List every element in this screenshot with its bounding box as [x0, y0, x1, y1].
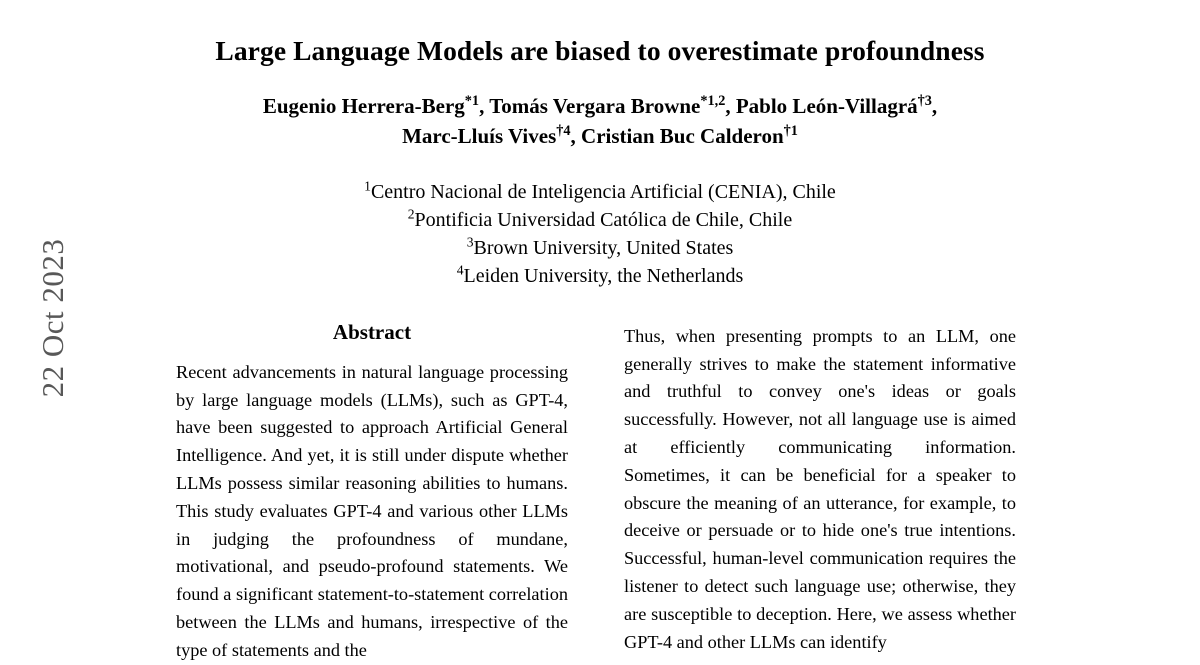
affiliation-marker: 1 — [364, 178, 371, 194]
abstract-heading: Abstract — [332, 319, 412, 344]
author-name: Pablo León-Villagrá — [735, 94, 918, 118]
author-affiliation-marker: *1,2 — [700, 93, 726, 109]
affiliation-text: Centro Nacional de Inteligencia Artificial (CENIA), Chile — [370, 180, 836, 203]
author-list — [96, 91, 1104, 152]
affiliation-text: Brown University, United States — [473, 236, 734, 259]
abstract-text: Recent advancements in natural language processing by large language models (LLMs), such as GPT-4, have been suggested to approach Artificial General Intelligence. And yet, it is still under dispute whether LLMs possess similar reasoning abilities to humans. This study evaluates GPT-4 and various other LLMs in judging the profoundness of mundane, motivational, and pseudo-profound statements. We found a significant statement-to-statement correlation between the LLMs and humans, irrespective of the type of statements and the — [176, 361, 568, 660]
affiliation-marker: 4 — [456, 262, 464, 278]
column-left — [176, 320, 568, 665]
author-line-1: Eugenio Herrera-Berg$^{*1}$, Tomás Vergara Browne$^{*1,2}$, Pablo León-Villagrá$^{\dagger 3}$, — [262, 93, 938, 118]
author-affiliation-marker: †3 — [917, 93, 932, 109]
affiliation-marker: 2 — [407, 206, 415, 222]
author-affiliation-marker: †1 — [783, 123, 798, 140]
author-name: Marc-Lluís Vives — [402, 124, 557, 149]
affiliation-item — [96, 262, 1104, 290]
arxiv-date-stamp-text: 22 Oct 2023 — [35, 238, 70, 398]
author-name: Tomás Vergara Browne — [489, 94, 701, 118]
author-name: Cristian Buc Calderon — [581, 124, 784, 149]
column-right — [624, 320, 1016, 665]
author-line-2: Marc-Lluís Vives$^{\dagger 4}$, Cristian Buc Calderon$^{\dagger 1}$ — [402, 123, 798, 149]
affiliation-item — [96, 206, 1104, 234]
affiliation-text: Pontificia Universidad Católica de Chile, Chile — [414, 208, 793, 231]
author-affiliation-marker: †4 — [556, 123, 571, 140]
two-column-body — [96, 320, 1104, 665]
author-affiliation-marker: *1 — [464, 93, 480, 109]
paper-page — [96, 0, 1104, 660]
affiliation-list — [96, 178, 1104, 290]
affiliation-item — [96, 234, 1104, 262]
page-title: Large Language Models are biased to overestimate profoundness — [215, 35, 985, 66]
arxiv-date-stamp — [18, 0, 88, 648]
affiliation-text: Leiden University, the Netherlands — [463, 264, 744, 287]
affiliation-marker: 3 — [466, 234, 474, 250]
author-name: Eugenio Herrera-Berg — [262, 94, 465, 118]
introduction-text: Thus, when presenting prompts to an LLM, one generally strives to make the statement informative and truthful to convey one's ideas or goals successfully. However, not all language use is aimed at efficiently communicating information. Sometimes, it can be beneficial for a speaker to obscure the meaning of an utterance, for example, to deceive or persuade or to hide one's true intentions. Successful, human-level communication requires the listener to detect such language use; otherwise, they are susceptible to deception. Here, we assess whether GPT-4 and other LLMs can identify — [624, 325, 1016, 652]
affiliation-item — [96, 178, 1104, 206]
